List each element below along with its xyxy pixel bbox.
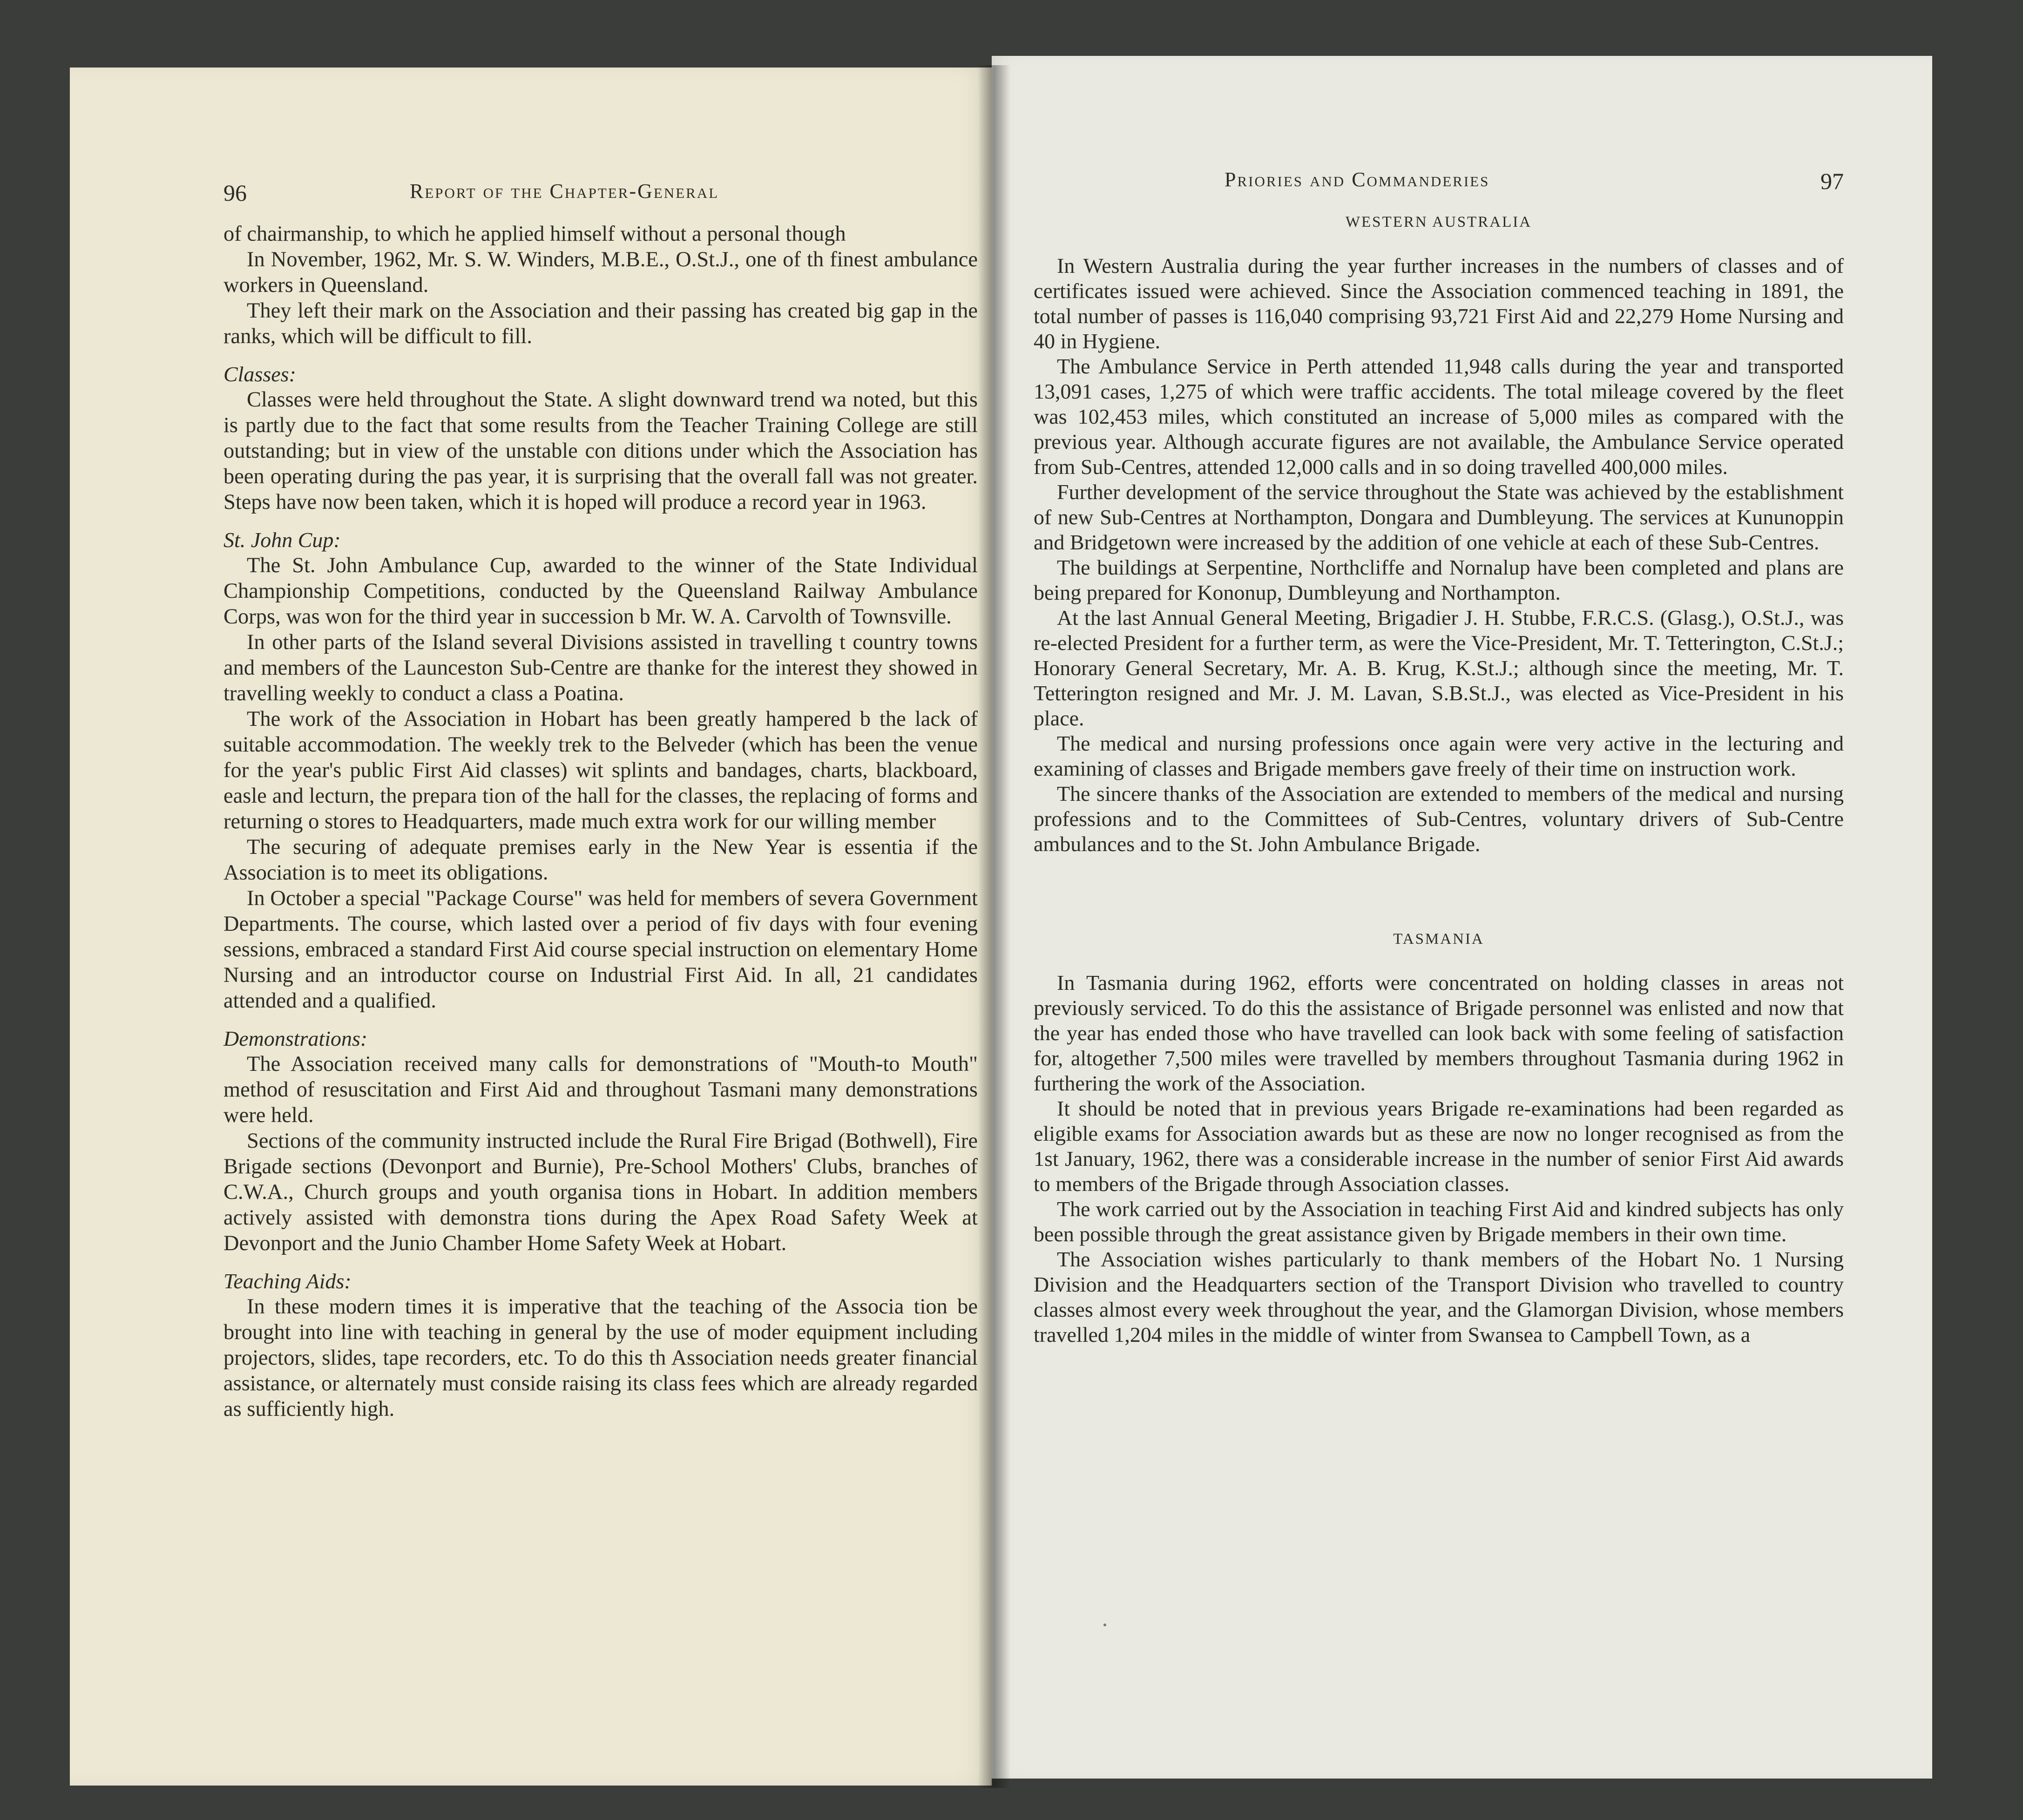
section-heading-classes: Classes:: [223, 362, 296, 386]
paragraph: In Tasmania during 1962, efforts were concentrated on holding classes in areas not previously serviced. To do this the assistance of Brigade personnel was enlisted and now that the year has ended those who have travelled can look back with some feeling of satisfaction for, altogether 7,500 miles were travelled by members throughout Tasmania during 1962 in furthering the work of the Association.: [1034, 971, 1844, 1095]
paragraph: They left their mark on the Association and their passing has created big gap in the ranks, which will be difficult to fill.: [223, 299, 978, 348]
paragraph: The St. John Ambulance Cup, awarded to the winner of the State Individual Championship Competitions, conducted by the Queensland Railway Ambulance Corps, was won for the third year in succession b Mr. W. A. Carvolth of Townsville.: [223, 554, 978, 629]
paragraph: In other parts of the Island several Divisions assisted in travelling t country towns and members of the Launceston Sub-Centre are thanke for the interest they showed in travelling weekly to conduct a class a Poatina.: [223, 630, 978, 705]
right-page-number: 97: [1820, 168, 1844, 194]
right-running-title: Priories and Commanderies: [1225, 168, 1490, 191]
section-heading-western-australia: WESTERN AUSTRALIA: [1345, 214, 1532, 230]
section-heading-teaching-aids: Teaching Aids:: [223, 1269, 352, 1293]
section-heading-cup: St. John Cup:: [223, 528, 341, 552]
paragraph: The buildings at Serpentine, Northcliffe and Nornalup have been completed and plans are being prepared for Kononup, Dumbleyung and Northampton.: [1034, 555, 1844, 604]
left-running-title: Report of the Chapter-General: [410, 180, 719, 203]
paragraph: In Western Australia during the year further increases in the numbers of classes and of certificates issued were achieved. Since the Association commenced teaching in 1891, the total number of passes is 116,040 comprising 93,721 First Aid and 22,279 Home Nursing and 40 in Hygiene.: [1034, 254, 1844, 353]
paragraph: In October a special "Package Course" was held for members of severa Government Departments. The course, which lasted over a period of fiv days with four evening sessions, embraced a standard First Aid course special instruction on elementary Home Nursing and an introductor course on Industrial First Aid. In all, 21 candidates attended and a qualified.: [223, 886, 978, 1013]
paragraph: The securing of adequate premises early in the New Year is essentia if the Association is to meet its obligations.: [223, 835, 978, 885]
section-heading-tasmania: TASMANIA: [1393, 931, 1484, 947]
left-body: [223, 221, 978, 1422]
left-page-number: 96: [223, 180, 247, 206]
paragraph: At the last Annual General Meeting, Brigadier J. H. Stubbe, F.R.C.S. (Glasg.), O.St.J., was re-elected President for a further term, as were the Vice-President, Mr. T. Tetterington, C.St.J.; Honorary General Secretary, Mr. A. B. Krug, K.St.J.; although since the meeting, Mr. T. Tetterington resigned and Mr. J. M. Lavan, S.B.St.J., was elected as Vice-President in his place.: [1034, 606, 1844, 730]
paragraph: The Association wishes particularly to thank members of the Hobart No. 1 Nursing Division and the Headquarters section of the Transport Division who travelled to country classes almost every week throughout the year, and the Glamorgan Division, whose members travelled 1,204 miles in the middle of winter from Swansea to Campbell Town, as a: [1034, 1247, 1844, 1346]
paragraph: The Ambulance Service in Perth attended 11,948 calls during the year and transported 13,091 cases, 1,275 of which were traffic accidents. The total mileage covered by the fleet was 102,453 miles, which constituted an increase of 5,000 miles as compared with the previous year. Although accurate figures are not available, the Ambulance Service operated from Sub-Centres, attended 12,000 calls and in so doing travelled 400,000 miles.: [1034, 354, 1844, 479]
left-running-head: [223, 179, 978, 221]
paragraph: In November, 1962, Mr. S. W. Winders, M.B.E., O.St.J., one of th finest ambulance workers in Queensland.: [223, 248, 978, 297]
paragraph: The work carried out by the Association in teaching First Aid and kindred subjects has only been possible through the great assistance given by Brigade members in their own time.: [1034, 1197, 1844, 1246]
right-page: [992, 56, 1932, 1779]
paragraph: The medical and nursing professions once again were very active in the lecturing and examining of classes and Brigade members gave freely of their time on instruction work.: [1034, 731, 1844, 780]
paragraph: In these modern times it is imperative that the teaching of the Associa tion be brought into line with teaching in general by the use of moder equipment including projectors, slides, tape recorders, etc. To do this th Association needs greater financial assistance, or alternately must conside raising its class fees which are already regarded as sufficiently high.: [223, 1295, 978, 1421]
paragraph: of chairmanship, to which he applied himself without a personal though: [223, 222, 846, 246]
paragraph: The sincere thanks of the Association are extended to members of the medical and nursing professions and to the Committees of Sub-Centres, voluntary drivers of Sub-Centre ambulances and to the St. John Ambulance Brigade.: [1034, 782, 1844, 856]
right-running-head: [1034, 168, 1844, 210]
page-speck: [1103, 1624, 1106, 1626]
left-page: [70, 68, 992, 1786]
paragraph: Further development of the service throughout the State was achieved by the establishment of new Sub-Centres at Northampton, Dongara and Dumbleyung. The services at Kununoppin and Bridgetown were increased by the addition of one vehicle at each of these Sub-Centres.: [1034, 480, 1844, 554]
paragraph: It should be noted that in previous years Brigade re-examinations had been regarded as eligible exams for Association awards but as these are now no longer recognised as from the 1st January, 1962, there was a considerable increase in the number of senior First Aid awards to members of the Brigade through Association classes.: [1034, 1096, 1844, 1196]
section-heading-demonstrations: Demonstrations:: [223, 1027, 368, 1050]
paragraph: The work of the Association in Hobart has been greatly hampered b the lack of suitable accommodation. The weekly trek to the Belveder (which has been the venue for the year's public First Aid classes) wit splints and bandages, charts, blackboard, easle and lecturn, the prepara tion of the hall for the classes, the replacing of forms and returning o stores to Headquarters, made much extra work for our willing member: [223, 707, 978, 833]
right-body: [1034, 210, 1844, 1347]
paragraph: The Association received many calls for demonstrations of "Mouth-to Mouth" method of resuscitation and First Aid and throughout Tasmani many demonstrations were held.: [223, 1052, 978, 1127]
paragraph: Sections of the community instructed include the Rural Fire Brigad (Bothwell), Fire Brigade sections (Devonport and Burnie), Pre-School Mothers' Clubs, branches of C.W.A., Church groups and youth organisa tions in Hobart. In addition members actively assisted with demonstra tions during the Apex Road Safety Week at Devonport and the Junio Chamber Home Safety Week at Hobart.: [223, 1129, 978, 1255]
paragraph: Classes were held throughout the State. A slight downward trend wa noted, but this is partly due to the fact that some results from the Teacher Training College are still outstanding; but in view of the unstable con ditions under which the Association has been operating during the pas year, it is surprising that the overall fall was not greater. Steps have now been taken, which it is hoped will produce a record year in 1963.: [223, 388, 978, 514]
